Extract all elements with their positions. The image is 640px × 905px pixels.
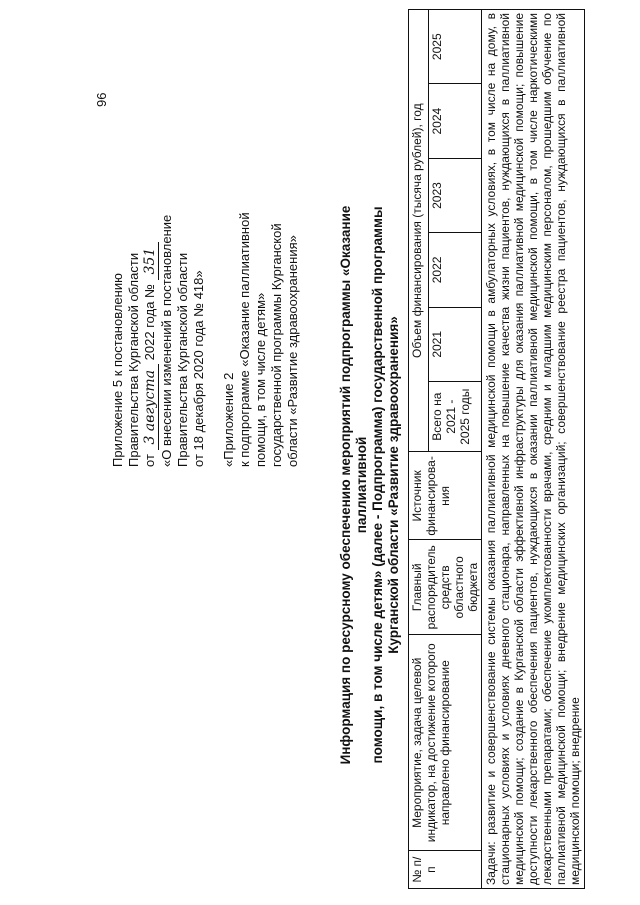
appendix5-line2: Правительства Курганской области <box>126 252 141 467</box>
appendix2-line4: государственной программы Курганской <box>269 223 284 467</box>
title-line3: Курганской области «Развитие здравоохранения» <box>386 316 401 654</box>
appendix5-year: 2022 года № <box>142 284 157 361</box>
page-number: 96 <box>94 92 109 107</box>
header-year-2022: 2022 <box>429 233 482 307</box>
handwritten-number: 351 <box>142 242 159 281</box>
tasks-text: Задачи: развитие и совершенствование системы оказания паллиативной медицинской помощи в амбулаторных условиях, в том числе на дому, в стационарных условиях и условиях дневного стационара, направленных на повышение качества жизни пациентов, нуждающихся в паллиативной медицинской помощи; создание в Курганской области эффективной инфраструктуры для оказания паллиативной медицинской помощи; повышение доступности лекарственного обеспечения пациентов, нуждающихся в оказании паллиативной медицинской помощи, в том числе наркотическими лекарственными препаратами; обеспечение укомплектованности врачами, средним и младшим медицинским персоналом, прошедшим обучение по паллиативной медицинской помощи; внедрение медицинских организаций; совершенствование реестра пациентов, нуждающихся в паллиативной медицинской помощи; внедрение <box>482 10 585 889</box>
document-title <box>338 185 402 785</box>
appendix2-line1: «Приложение 2 <box>221 372 236 467</box>
appendix5-line4: «О внесении изменений в постановление <box>159 214 174 467</box>
table-header-row <box>409 10 429 889</box>
appendix5-line3 <box>142 27 159 467</box>
appendix5-line1: Приложение 5 к постановлению <box>110 273 125 467</box>
appendix5-from: от <box>142 454 157 467</box>
header-year-2021: 2021 <box>429 307 482 381</box>
header-year-2025: 2025 <box>429 10 482 84</box>
funding-table <box>408 9 585 889</box>
header-total: Всего на 2021 - 2025 годы <box>429 382 482 452</box>
appendix2-line3: помощи, в том числе детям» <box>253 292 268 467</box>
table-row-tasks <box>482 10 585 889</box>
appendix2-line5: области «Развитие здравоохранения» <box>285 235 300 467</box>
title-line2: помощи, в том числе детям» (далее - Подпрограмма) государственной программы <box>370 206 385 764</box>
header-no: № п/п <box>409 851 482 889</box>
handwritten-date: 3 августа <box>142 364 159 451</box>
appendix5-line6: от 18 декабря 2020 года № 418» <box>191 270 206 467</box>
header-year-2024: 2024 <box>429 84 482 158</box>
header-source: Источник финансирова-ния <box>409 452 482 540</box>
header-event: Мероприятие, задача целевой индикатор, на достижение которого направлено финансирование <box>409 635 482 851</box>
appendix-header <box>110 27 301 467</box>
header-volume: Объем финансирования (тысяча рублей), год <box>409 10 429 452</box>
header-year-2023: 2023 <box>429 158 482 232</box>
title-line1: Информация по ресурсному обеспечению мероприятий подпрограммы «Оказание паллиативной <box>338 205 369 765</box>
appendix2-line2: к подпрограмме «Оказание паллиативной <box>237 212 252 467</box>
header-main-manager: Главный распорядитель средств областного бюджета <box>409 540 482 635</box>
appendix2-block <box>221 27 301 467</box>
appendix5-line5: Правительства Курганской области <box>175 252 190 467</box>
